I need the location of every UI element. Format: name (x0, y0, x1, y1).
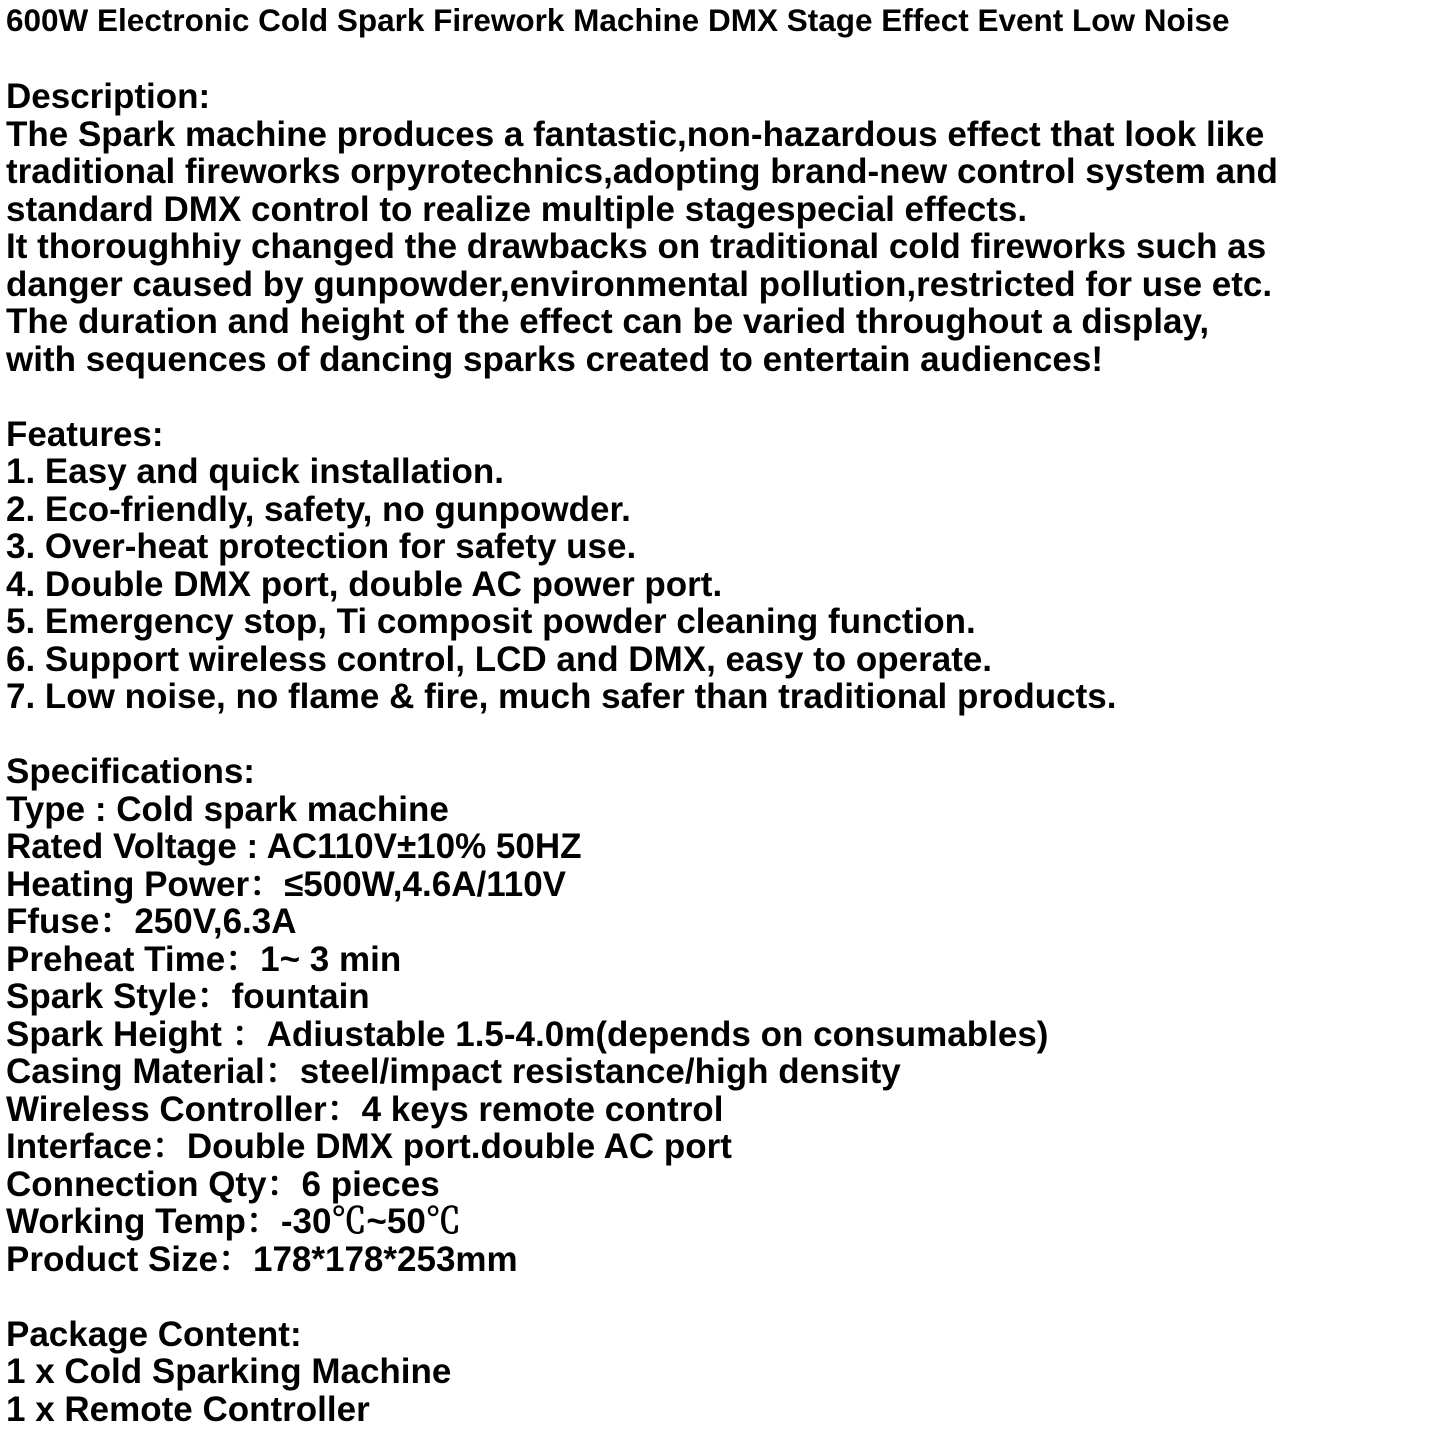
spec-item: Connection Qty：6 pieces (6, 1164, 440, 1204)
spec-item: Preheat Time：1~ 3 min (6, 939, 402, 979)
spec-item: Spark Height ：Adiustable 1.5-4.0m(depends on consumables) (6, 1014, 1049, 1054)
description-line: The duration and height of the effect can be varied throughout a display, (6, 302, 1210, 341)
feature-item: 7. Low noise, no flame & fire, much safer than traditional products. (6, 677, 1117, 716)
spec-item: Rated Voltage : AC110V±10% 50HZ (6, 827, 582, 866)
spacer (6, 378, 1436, 416)
description-line: The Spark machine produces a fantastic,non-hazardous effect that look like (6, 114, 1265, 154)
description-line: danger caused by gunpowder,environmental pollution,restricted for use etc. (6, 264, 1273, 304)
spec-item: Casing Material：steel/impact resistance/high density (6, 1052, 901, 1091)
package-heading: Package Content: (6, 1314, 302, 1354)
feature-item: 4. Double DMX port, double AC power port. (6, 564, 723, 604)
feature-item: 6. Support wireless control, LCD and DMX, easy to operate. (6, 639, 993, 679)
spec-item: Interface：Double DMX port.double AC port (6, 1127, 732, 1166)
spec-item: Spark Style：fountain (6, 977, 370, 1016)
specifications-heading: Specifications: (6, 752, 255, 791)
package-item: 1 x Remote Controller (6, 1389, 370, 1429)
spec-item: Heating Power：≤500W,4.6A/110V (6, 864, 567, 904)
spacer (6, 716, 1436, 754)
description-line: It thoroughhiy changed the drawbacks on traditional cold fireworks such as (6, 227, 1267, 266)
spec-item: Type : Cold spark machine (6, 789, 449, 829)
spec-item: Wireless Controller：4 keys remote control (6, 1089, 724, 1129)
product-title: 600W Electronic Cold Spark Firework Machine DMX Stage Effect Event Low Noise (6, 2, 1230, 38)
features-heading: Features: (6, 414, 164, 454)
feature-item: 1. Easy and quick installation. (6, 452, 504, 491)
spacer (6, 40, 1436, 78)
description-line: traditional fireworks orpyrotechnics,adopting brand-new control system and (6, 152, 1278, 191)
spec-item: Working Temp：-30℃~50℃ (6, 1202, 461, 1241)
description-line: standard DMX control to realize multiple stagespecial effects. (6, 189, 1028, 229)
package-item: 1 x Cold Sparking Machine (6, 1352, 452, 1391)
spacer (6, 1278, 1436, 1316)
feature-item: 2. Eco-friendly, safety, no gunpowder. (6, 489, 631, 529)
description-line: with sequences of dancing sparks created to entertain audiences! (6, 339, 1103, 379)
description-heading: Description: (6, 77, 211, 116)
feature-item: 3. Over-heat protection for safety use. (6, 527, 637, 566)
spec-item: Product Size：178*178*253mm (6, 1239, 518, 1279)
product-description-document (6, 0, 1436, 1428)
feature-item: 5. Emergency stop, Ti composit powder cleaning function. (6, 602, 976, 641)
spec-item: Ffuse：250V,6.3A (6, 902, 297, 941)
